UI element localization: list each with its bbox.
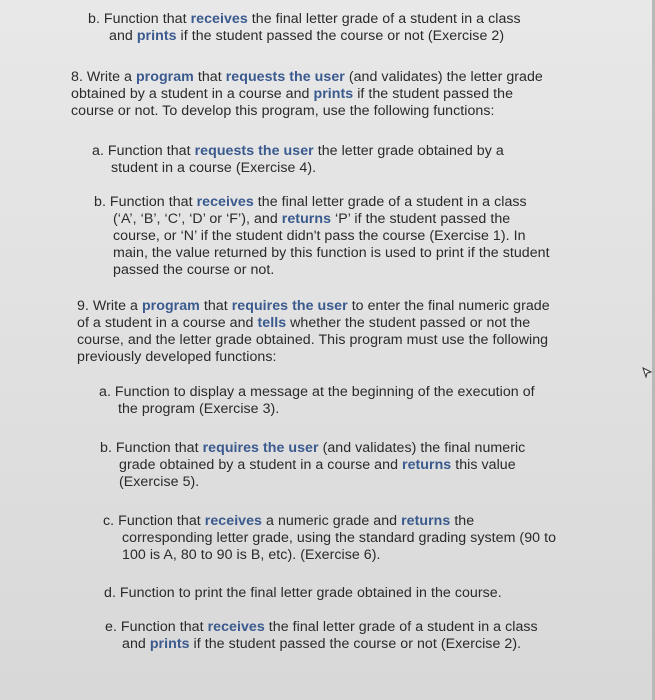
- item-8a-line-1: a. Function that requests the user the letter grade obtained by a: [92, 143, 504, 159]
- item-8-line-2: obtained by a student in a course and prints if the student passed the: [71, 86, 514, 102]
- item-9-line-1: 9. Write a program that requires the user to enter the final numeric grade: [77, 298, 550, 314]
- item-8b-line-2: (‘A’, ‘B’, ‘C’, ‘D’ or ‘F’), and returns ‘P’ if the student passed the: [113, 211, 511, 227]
- item-9d: [104, 585, 502, 602]
- item-9-line-4: previously developed functions:: [77, 349, 277, 365]
- item-9e-line-1: e. Function that receives the final letter grade of a student in a class: [105, 619, 538, 635]
- item-9a-line-1: a. Function to display a message at the beginning of the execution of: [99, 384, 535, 400]
- item-9e: [105, 619, 538, 653]
- item-8a: [92, 143, 504, 177]
- item-9: [77, 298, 550, 366]
- item-8a-line-2: student in a course (Exercise 4).: [111, 160, 317, 176]
- item-8b-line-4: main, the value returned by this function is used to print if the student: [113, 245, 550, 261]
- item-9d-line-1: d. Function to print the final letter grade obtained in the course.: [104, 585, 502, 601]
- item-9-line-2: of a student in a course and tells whether the student passed or not the: [77, 315, 531, 331]
- item-9b-line-3: (Exercise 5).: [119, 474, 200, 490]
- item-7b-line-2: and prints if the student passed the course or not (Exercise 2): [109, 28, 505, 44]
- item-8-line-1: 8. Write a program that requests the user (and validates) the letter grade: [71, 69, 543, 85]
- item-9c-line-1: c. Function that receives a numeric grade and returns the: [103, 513, 475, 529]
- item-9c: [103, 513, 556, 564]
- item-9b: [100, 440, 525, 491]
- item-7b-line-1: b. Function that receives the final letter grade of a student in a class: [88, 11, 521, 27]
- item-8b-line-3: course, or ‘N’ if the student didn't pass the course (Exercise 1). In: [113, 228, 526, 244]
- item-9a: [99, 384, 535, 418]
- item-8-line-3: course or not. To develop this program, use the following functions:: [71, 103, 495, 119]
- item-9c-line-3: 100 is A, 80 to 90 is B, etc). (Exercise 6).: [122, 547, 381, 563]
- item-9e-line-2: and prints if the student passed the course or not (Exercise 2).: [122, 636, 522, 652]
- item-9-line-3: course, and the letter grade obtained. This program must use the following: [77, 332, 549, 348]
- item-8b-line-1: b. Function that receives the final letter grade of a student in a class: [94, 194, 527, 210]
- item-9a-line-2: the program (Exercise 3).: [118, 401, 280, 417]
- item-7b: [88, 11, 521, 45]
- item-9b-line-1: b. Function that requires the user (and validates) the final numeric: [100, 440, 526, 456]
- item-8b-line-5: passed the course or not.: [113, 262, 275, 278]
- item-9b-line-2: grade obtained by a student in a course and returns this value: [119, 457, 516, 473]
- item-8b: [94, 194, 550, 279]
- item-9c-line-2: corresponding letter grade, using the standard grading system (90 to: [122, 530, 557, 546]
- item-8: [71, 69, 543, 120]
